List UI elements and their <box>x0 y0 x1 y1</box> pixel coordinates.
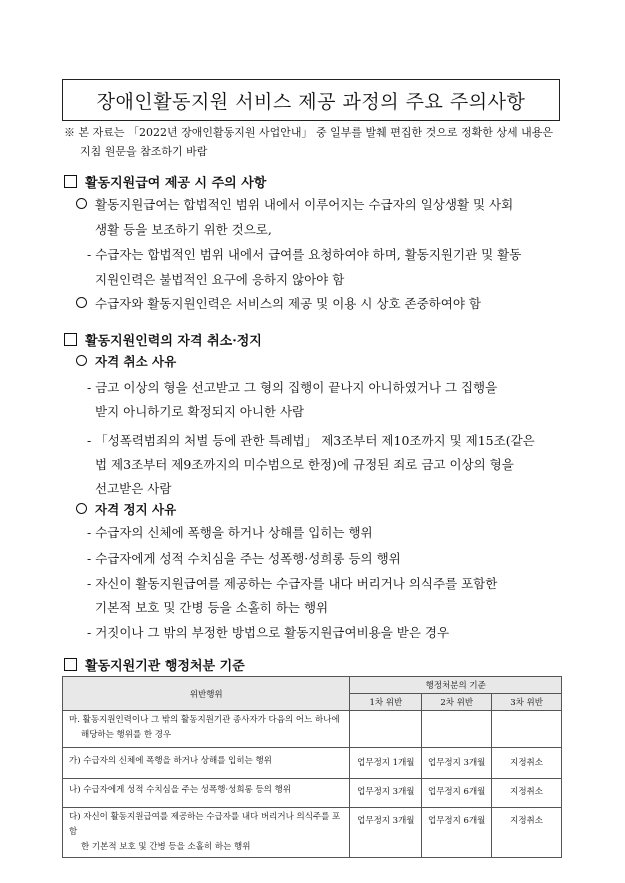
square-bullet-icon <box>64 658 77 671</box>
row-2-second: 업무정지 6개월 <box>422 808 492 858</box>
section-heading-2: 활동지원인력의 자격 취소·정지 <box>64 330 262 349</box>
s1-sub1-line1: - 수급자는 합법적인 범위 내에서 급여를 요청하여야 하며, 활동지원기관 및 활동 <box>87 247 522 262</box>
square-bullet-icon <box>64 175 77 188</box>
cancel-b-line1: - 「성폭력범죄의 처벌 등에 관한 특례법」 제3조부터 제10조까지 및 제15조(같은 <box>87 433 535 448</box>
table-row <box>63 711 562 748</box>
suspend-c-line1: - 자신이 활동지원급여를 제공하는 수급자를 내다 버리거나 의식주를 포함한 <box>87 576 498 591</box>
col-third: 3차 위반 <box>492 694 562 711</box>
title-box <box>62 79 560 121</box>
table-row <box>63 748 562 779</box>
s1-item1-line2: 생활 등을 보조하기 위한 것으로, <box>95 222 272 237</box>
col-second: 2차 위반 <box>422 694 492 711</box>
s1-item1-line1: 활동지원급여는 합법적인 범위 내에서 이루어지는 수급자의 일상생활 및 사회 <box>76 191 513 218</box>
row-0-violation: 가) 수급자의 신체에 폭행을 하거나 상해를 입히는 행위 <box>69 756 272 766</box>
square-bullet-icon <box>64 333 77 346</box>
cancel-heading: 자격 취소 사유 <box>76 348 176 375</box>
s1-sub1-line2: 지원인력은 불법적인 요구에 응하지 않아야 함 <box>95 272 345 287</box>
suspend-heading: 자격 정지 사유 <box>76 496 176 523</box>
row-2-violation-line1: 다) 자신이 활동지원급여를 제공하는 수급자를 내다 버리거나 의식주를 포함 <box>69 812 341 837</box>
col-first: 1차 위반 <box>350 694 422 711</box>
intro-line2: 해당하는 행위를 한 경우 <box>81 730 172 740</box>
cancel-a-line1: - 금고 이상의 형을 선고받고 그 형의 집행이 끝나지 아니하였거나 그 집행을 <box>87 380 498 395</box>
row-2-first: 업무정지 3개월 <box>350 808 422 858</box>
suspend-d: - 거짓이나 그 밖의 부정한 방법으로 활동지원급여비용을 받은 경우 <box>87 625 450 640</box>
s1-item2: 수급자와 활동지원인력은 서비스의 제공 및 이용 시 상호 존중하여야 함 <box>76 290 481 317</box>
row-2-third: 지정취소 <box>492 808 562 858</box>
intro-line1: 마. 활동지원인력이나 그 밖의 활동지원기관 종사자가 다음의 어느 하나에 <box>69 715 340 725</box>
cancel-a-line2: 받지 아니하기로 확정되지 아니한 사람 <box>95 404 305 419</box>
row-1-second: 업무정지 6개월 <box>422 779 492 808</box>
circle-bullet-icon <box>76 198 87 209</box>
suspend-c-line2: 기본적 보호 및 간병 등을 소홀히 하는 행위 <box>95 600 329 615</box>
row-2-violation-line2: 한 기본적 보호 및 간병 등을 소홀히 하는 행위 <box>81 842 251 852</box>
row-0-second: 업무정지 3개월 <box>422 748 492 779</box>
col-criteria: 행정처분의 기준 <box>350 677 562 694</box>
table-row <box>63 808 562 858</box>
cancel-b-line3: 선고받은 사람 <box>95 481 172 496</box>
col-violation: 위반행위 <box>63 677 350 711</box>
row-1-first: 업무정지 3개월 <box>350 779 422 808</box>
cancel-b-line2: 법 제3조부터 제9조까지의 미수범으로 한정)에 규정된 죄로 금고 이상의 형을 <box>95 457 514 472</box>
note-line-1: ※ 본 자료는 「2022년 장애인활동지원 사업안내」 중 일부를 발췌 편집한 것으로 정확한 상세 내용은 <box>64 126 553 139</box>
row-1-violation: 나) 수급자에게 성적 수치심을 주는 성폭행·성희롱 등의 행위 <box>69 785 291 795</box>
note-line-2: 지침 원문을 참조하기 바람 <box>80 145 208 158</box>
row-0-third: 지정취소 <box>492 748 562 779</box>
circle-bullet-icon <box>76 297 87 308</box>
row-1-third: 지정취소 <box>492 779 562 808</box>
circle-bullet-icon <box>76 355 87 366</box>
suspend-b: - 수급자에게 성적 수치심을 주는 성폭행·성희롱 등의 행위 <box>87 551 401 566</box>
circle-bullet-icon <box>76 503 87 514</box>
policy-table <box>62 676 562 858</box>
page-title: 장애인활동지원 서비스 제공 과정의 주요 주의사항 <box>96 90 526 113</box>
section-heading-3: 활동지원기관 행정처분 기준 <box>64 655 245 674</box>
table-row <box>63 779 562 808</box>
section-heading-1: 활동지원급여 제공 시 주의 사항 <box>64 172 266 191</box>
suspend-a: - 수급자의 신체에 폭행을 하거나 상해를 입히는 행위 <box>87 525 373 540</box>
row-0-first: 업무정지 1개월 <box>350 748 422 779</box>
